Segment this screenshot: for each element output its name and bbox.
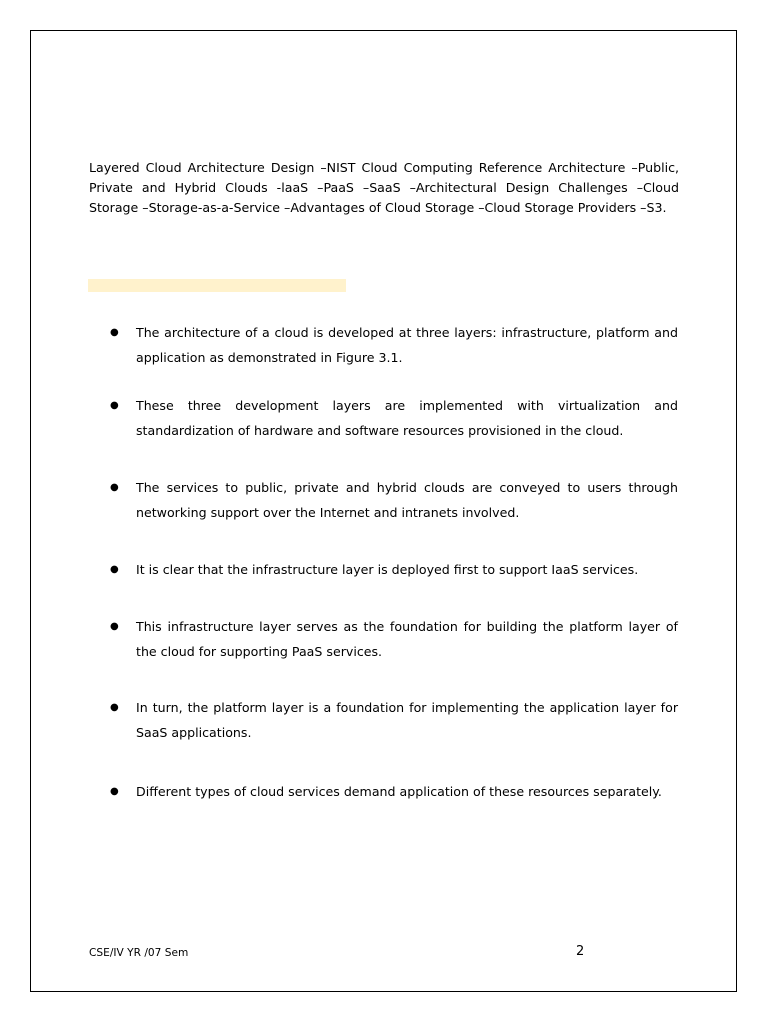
bullet-item — [110, 393, 678, 443]
bullet-dot-icon: ● — [110, 564, 119, 575]
bullet-dot-icon: ● — [110, 482, 119, 493]
bullet-item — [110, 475, 678, 525]
bullet-text: The architecture of a cloud is developed at three layers: infrastructure, platform and application as demonstrated in Figure 3.1. — [136, 325, 678, 365]
bullet-dot-icon: ● — [110, 327, 119, 338]
bullet-text: The services to public, private and hybrid clouds are conveyed to users through networking support over the Internet and intranets involved. — [136, 480, 678, 520]
bullet-dot-icon: ● — [110, 702, 119, 713]
highlight-bar — [88, 279, 346, 292]
bullet-item — [110, 695, 678, 745]
bullet-text: In turn, the platform layer is a foundation for implementing the application layer for SaaS applications. — [136, 700, 678, 740]
bullet-item — [110, 557, 678, 582]
footer-course: CSE/IV YR /07 Sem — [89, 947, 189, 959]
bullet-item — [110, 779, 678, 804]
bullet-text: These three development layers are implemented with virtualization and standardization of hardware and software resources provisioned in the cloud. — [136, 398, 678, 438]
bullet-dot-icon: ● — [110, 621, 119, 632]
bullet-text: This infrastructure layer serves as the foundation for building the platform layer of the cloud for supporting PaaS services. — [136, 619, 678, 659]
bullet-item — [110, 614, 678, 664]
bullet-text: Different types of cloud services demand application of these resources separately. — [136, 784, 662, 799]
bullet-item — [110, 320, 678, 370]
bullet-dot-icon: ● — [110, 400, 119, 411]
syllabus-topics: Layered Cloud Architecture Design –NIST Cloud Computing Reference Architecture –Public, Private and Hybrid Clouds -laaS –PaaS –SaaS –Architectural Design Challenges –Cloud Storage –Storage-as-a-Service –Advantages of Cloud Storage –Cloud Storage Providers –S3. — [89, 160, 679, 215]
bullet-dot-icon: ● — [110, 786, 119, 797]
bullet-text: It is clear that the infrastructure layer is deployed first to support IaaS services. — [136, 562, 639, 577]
page-number: 2 — [576, 944, 585, 959]
